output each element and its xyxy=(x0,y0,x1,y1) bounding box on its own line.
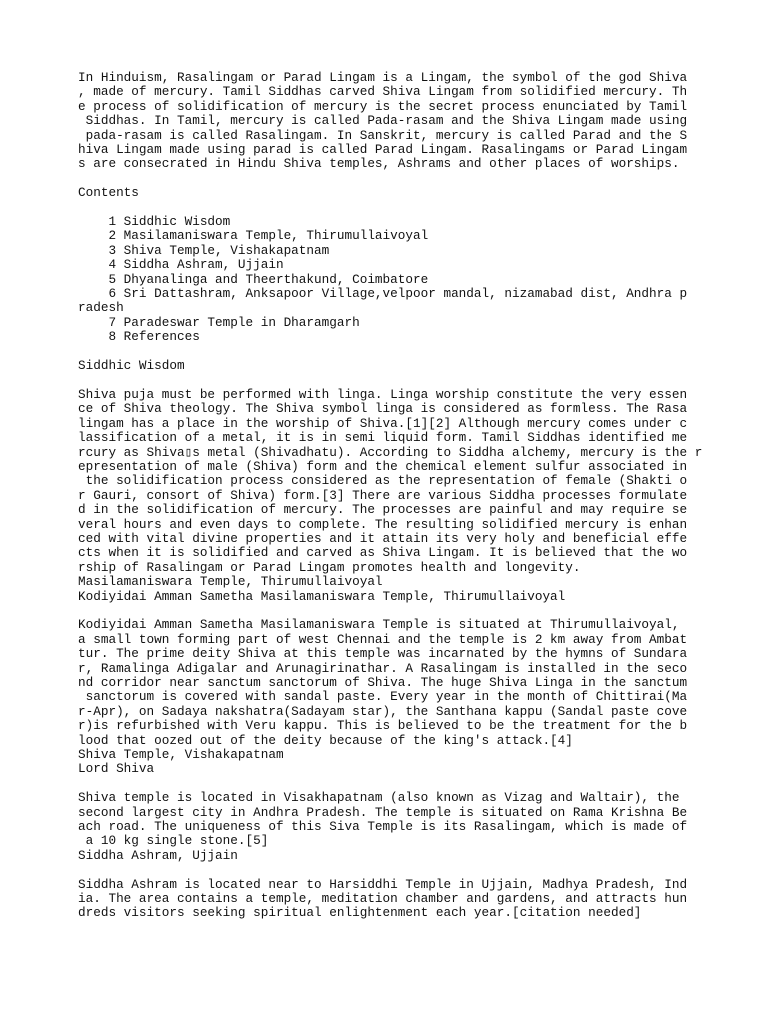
text-line: rship of Rasalingam or Parad Lingam promotes health and longevity. xyxy=(78,559,581,575)
text-line: Shiva Temple, Vishakapatnam xyxy=(78,747,284,763)
contents-heading: Contents xyxy=(78,185,139,201)
text-line: lingam has a place in the worship of Shiva.[1][2] Although mercury comes under c xyxy=(78,415,688,431)
text-line: Shiva temple is located in Visakhapatnam (also known as Vizag and Waltair), the xyxy=(78,790,680,806)
document-page xyxy=(78,71,718,921)
text-line: Masilamaniswara Temple, Thirumullaivoyal xyxy=(78,574,383,590)
text-line: epresentation of male (Shiva) form and the chemical element sulfur associated in xyxy=(78,458,688,474)
text-line: ce of Shiva theology. The Shiva symbol linga is considered as formless. The Rasa xyxy=(78,401,688,417)
text-line: 1 Siddhic Wisdom xyxy=(78,214,231,230)
text-line: pada-rasam is called Rasalingam. In Sanskrit, mercury is called Parad and the S xyxy=(78,127,688,143)
text-line: ia. The area contains a temple, meditation chamber and gardens, and attracts hun xyxy=(78,891,688,907)
text-line: ach road. The uniqueness of this Siva Temple is its Rasalingam, which is made of xyxy=(78,819,688,835)
intro-paragraph xyxy=(78,71,718,172)
text-line: r)is refurbished with Veru kappu. This is believed to be the treatment for the b xyxy=(78,718,688,734)
text-line: second largest city in Andhra Pradesh. The temple is situated on Rama Krishna Be xyxy=(78,804,688,820)
text-line: d in the solidification of mercury. The processes are painful and may require se xyxy=(78,502,688,518)
text-line: Siddhas. In Tamil, mercury is called Pada-rasam and the Shiva Lingam made using xyxy=(78,113,688,129)
text-line: 7 Paradeswar Temple in Dharamgarh xyxy=(78,314,360,330)
text-line: cts when it is solidified and carved as Shiva Lingam. It is believed that the wo xyxy=(78,545,688,561)
text-line: hiva Lingam made using parad is called Parad Lingam. Rasalingams or Parad Lingam xyxy=(78,142,688,158)
text-line: 3 Shiva Temple, Vishakapatnam xyxy=(78,242,330,258)
section-heading-siddhic-wisdom: Siddhic Wisdom xyxy=(78,358,185,374)
text-line: veral hours and even days to complete. The resulting solidified mercury is enhan xyxy=(78,516,688,532)
text-line: lassification of a metal, it is in semi liquid form. Tamil Siddhas identified me xyxy=(78,430,688,446)
text-line: Kodiyidai Amman Sametha Masilamaniswara Temple, Thirumullaivoyal xyxy=(78,588,566,604)
text-line: , made of mercury. Tamil Siddhas carved Shiva Lingam from solidified mercury. Th xyxy=(78,84,688,100)
text-line: 8 References xyxy=(78,329,200,345)
text-line: Siddha Ashram is located near to Harsiddhi Temple in Ujjain, Madhya Pradesh, Ind xyxy=(78,876,688,892)
text-line: r, Ramalinga Adigalar and Arunagirinathar. A Rasalingam is installed in the seco xyxy=(78,660,688,676)
text-line: a 10 kg single stone.[5] xyxy=(78,833,269,849)
text-line: 5 Dhyanalinga and Theerthakund, Coimbatore xyxy=(78,271,429,287)
text-line: tur. The prime deity Shiva at this temple was incarnated by the hymns of Sundara xyxy=(78,646,688,662)
text-line: r-Apr), on Sadaya nakshatra(Sadayam star), the Santhana kappu (Sandal paste cove xyxy=(78,703,688,719)
text-line: ced with vital divine properties and it attain its very holy and beneficial effe xyxy=(78,530,688,546)
text-line: Shiva puja must be performed with linga. Linga worship constitute the very essen xyxy=(78,386,688,402)
text-line: rcury as Shiva▯s metal (Shivadhatu). According to Siddha alchemy, mercury is the r xyxy=(78,444,703,460)
text-line: In Hinduism, Rasalingam or Parad Lingam is a Lingam, the symbol of the god Shiva xyxy=(78,70,688,85)
masilamaniswara-paragraph xyxy=(78,618,718,776)
siddhic-wisdom-paragraph xyxy=(78,388,718,604)
ujjain-paragraph xyxy=(78,878,718,921)
contents-list xyxy=(78,215,718,345)
vishakapatnam-paragraph xyxy=(78,791,718,863)
text-line: lood that oozed out of the deity because of the king's attack.[4] xyxy=(78,732,573,748)
text-line: 6 Sri Dattashram, Anksapoor Village,velpoor mandal, nizamabad dist, Andhra p xyxy=(78,286,688,302)
text-line: s are consecrated in Hindu Shiva temples, Ashrams and other places of worships. xyxy=(78,156,680,172)
text-line: the solidification process considered as the representation of female (Shakti o xyxy=(78,473,688,489)
text-line: r Gauri, consort of Shiva) form.[3] There are various Siddha processes formulate xyxy=(78,487,688,503)
text-line: Lord Shiva xyxy=(78,761,155,777)
text-line: sanctorum is covered with sandal paste. Every year in the month of Chittirai(Ma xyxy=(78,689,688,705)
text-line: Kodiyidai Amman Sametha Masilamaniswara Temple is situated at Thirumullaivoyal, xyxy=(78,617,680,633)
text-line: a small town forming part of west Chennai and the temple is 2 km away from Ambat xyxy=(78,631,688,647)
text-line: 4 Siddha Ashram, Ujjain xyxy=(78,257,284,273)
text-line: dreds visitors seeking spiritual enlightenment each year.[citation needed] xyxy=(78,905,642,921)
text-line: 2 Masilamaniswara Temple, Thirumullaivoyal xyxy=(78,228,429,244)
text-line: Siddha Ashram, Ujjain xyxy=(78,847,238,863)
text-line: radesh xyxy=(78,300,124,316)
text-line: nd corridor near sanctum sanctorum of Shiva. The huge Shiva Linga in the sanctum xyxy=(78,674,688,690)
text-line: e process of solidification of mercury is the secret process enunciated by Tamil xyxy=(78,98,688,114)
